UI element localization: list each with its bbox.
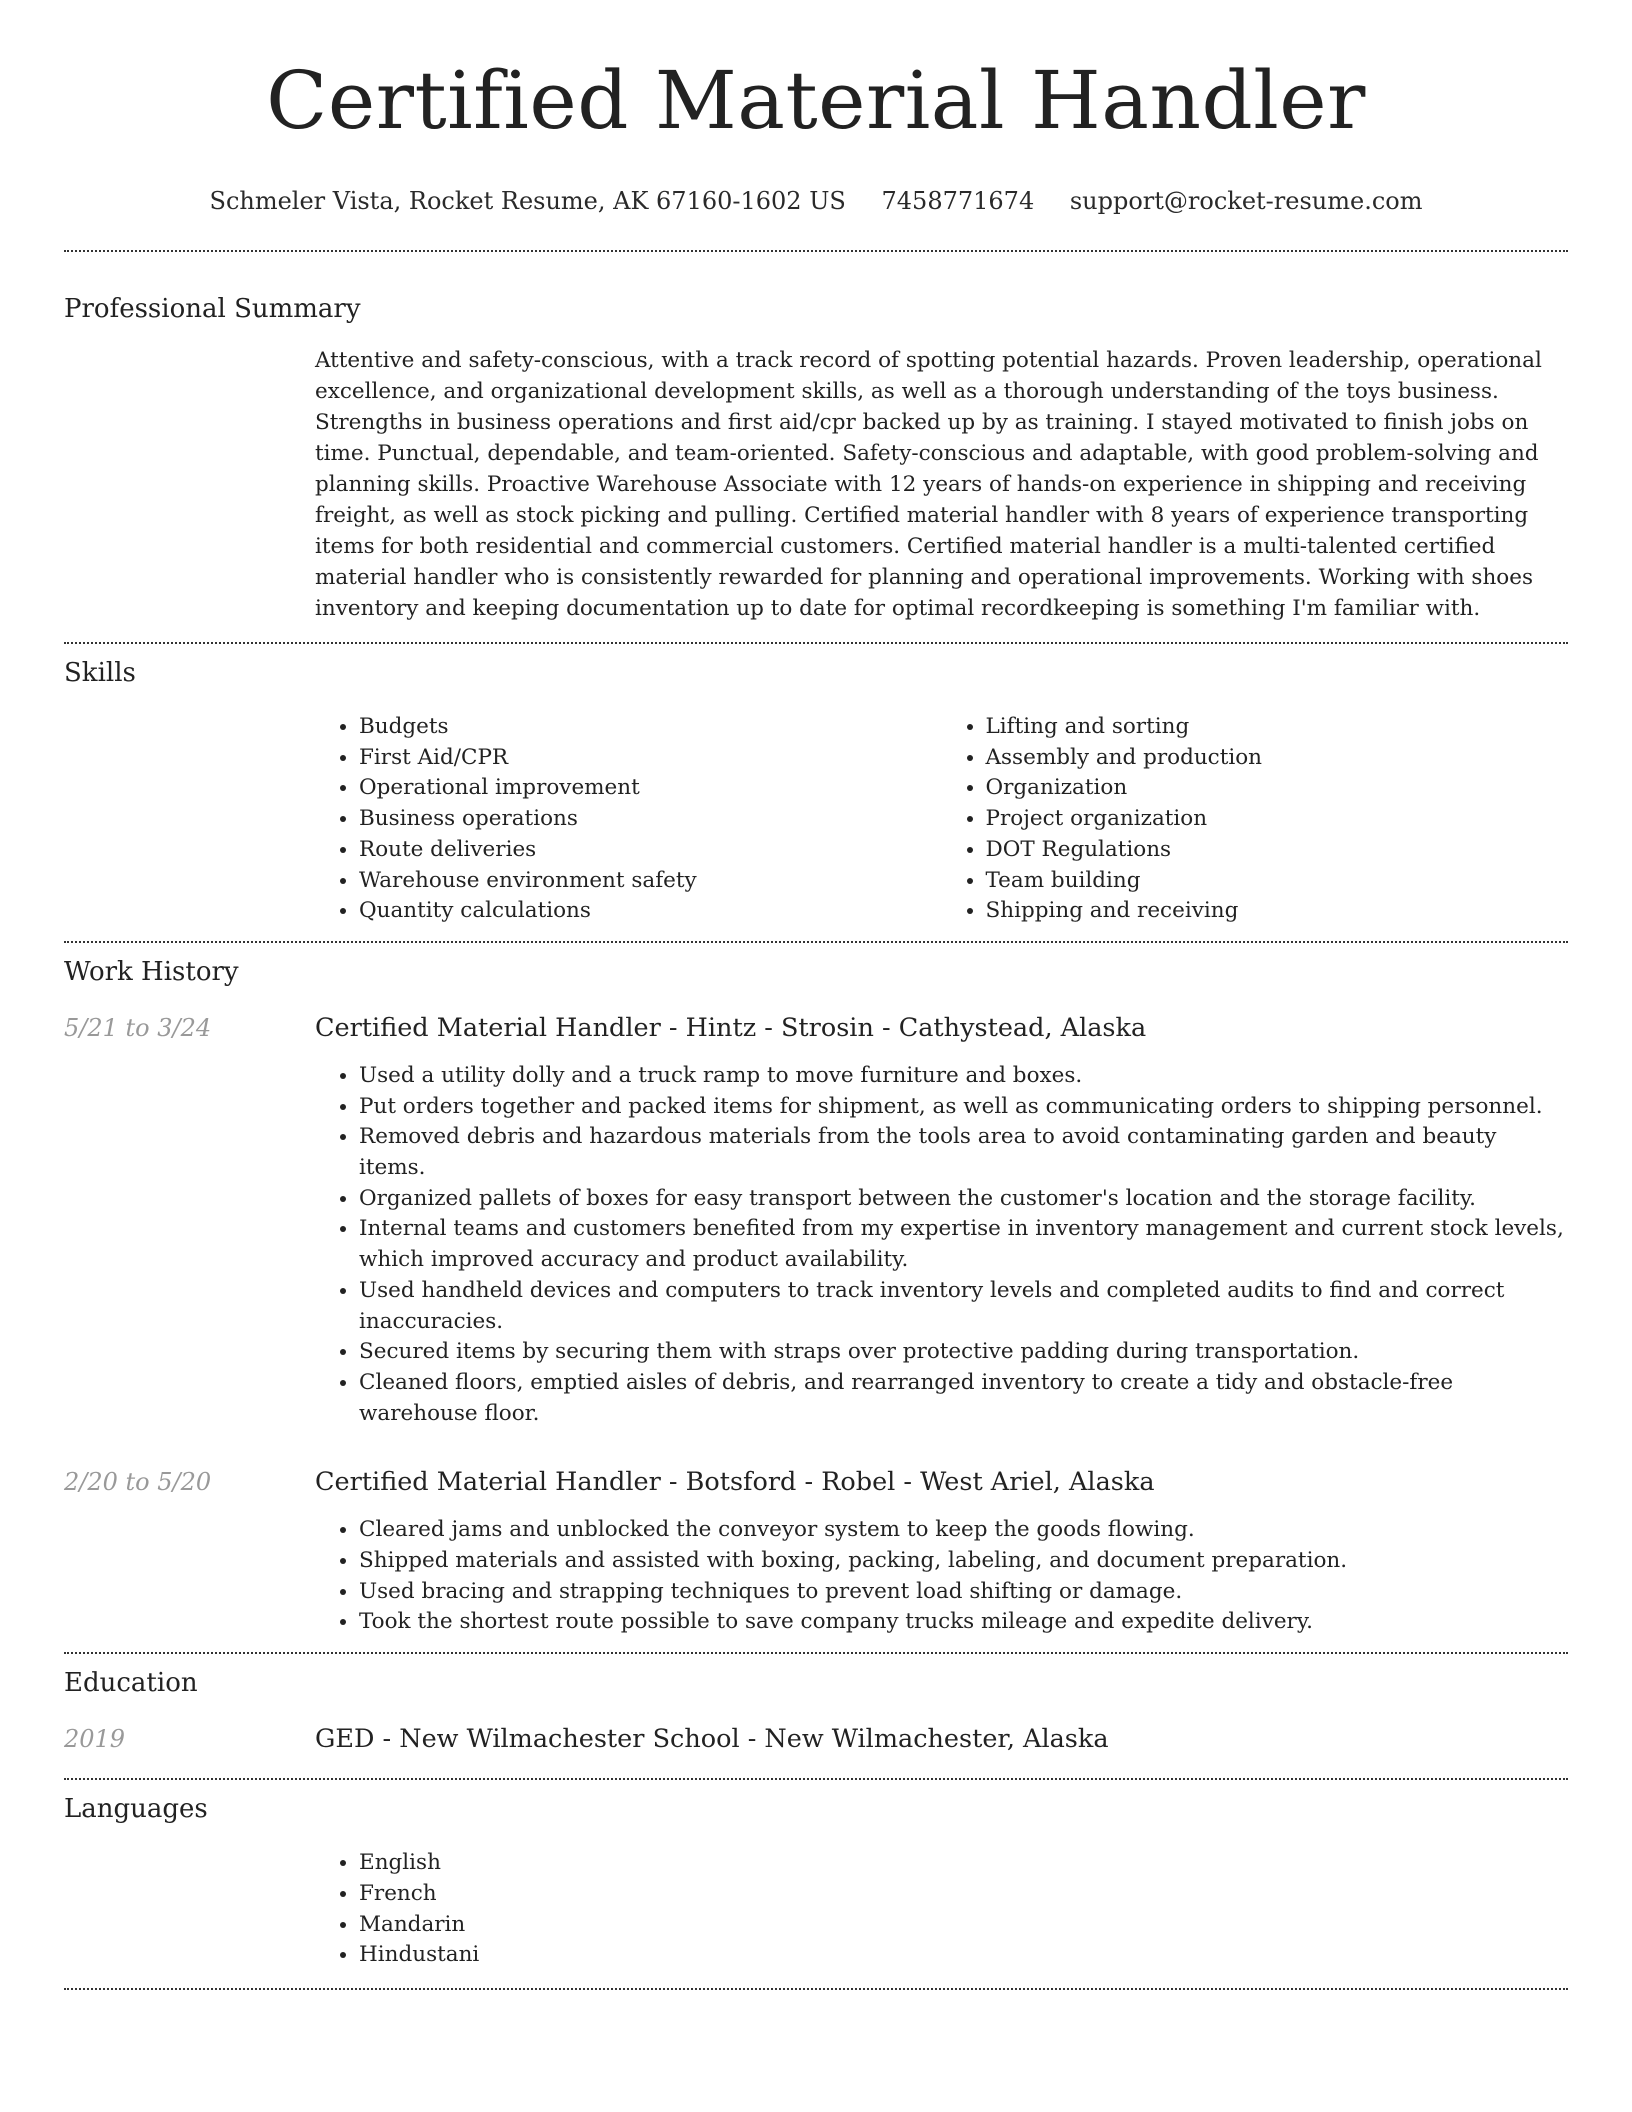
contact-line bbox=[64, 189, 1568, 213]
skill-item: • Lifting and sorting bbox=[986, 712, 1569, 743]
contact-email: support@rocket-resume.com bbox=[1069, 187, 1423, 215]
divider bbox=[64, 1988, 1568, 1990]
job-title: Certified Material Handler - Botsford - Robel - West Ariel, Alaska bbox=[315, 1467, 1155, 1498]
skill-item: • DOT Regulations bbox=[986, 835, 1569, 866]
skill-item: • Assembly and production bbox=[986, 743, 1569, 774]
job-bullet: • Internal teams and customers benefited from my expertise in inventory management and current stock levels, which improved accuracy and product availability. bbox=[359, 1214, 1568, 1275]
summary-text: Attentive and safety-conscious, with a track record of spotting potential hazards. Proven leadership, operational excellence, and organizational development skills, as well as a thorough understanding of the toys business. Strengths in business operations and first aid/cpr backed up by as training. I stayed motivated to finish jobs on time. Punctual, dependable, and team-oriented. Safety-conscious and adaptable, with good problem-solving and planning skills. Proactive Warehouse Associate with 12 years of hands-on experience in shipping and receiving freight, as well as stock picking and pulling. Certified material handler with 8 years of experience transporting items for both residential and commercial customers. Certified material handler is a multi-talented certified material handler who is consistently rewarded for planning and operational improvements. Working with shoes inventory and keeping documentation up to date for optimal recordkeeping is something I'm familiar with. bbox=[315, 348, 1542, 621]
skill-item: • Quantity calculations bbox=[359, 896, 942, 927]
job-dates: 5/21 to 3/24 bbox=[64, 1013, 212, 1042]
work-section bbox=[64, 956, 1568, 1638]
job-bullet: • Organized pallets of boxes for easy transport between the customer's location and the storage facility. bbox=[359, 1184, 1568, 1215]
divider bbox=[64, 642, 1568, 644]
resume-name: Certified Material Handler bbox=[266, 54, 1366, 147]
language-item: • Hindustani bbox=[359, 1940, 1568, 1971]
skill-item: • Project organization bbox=[986, 804, 1569, 835]
job-title: Certified Material Handler - Hintz - Strosin - Cathystead, Alaska bbox=[315, 1012, 1147, 1043]
divider bbox=[64, 250, 1568, 252]
skill-item: • Operational improvement bbox=[359, 773, 942, 804]
language-item: • English bbox=[359, 1848, 1568, 1879]
job-dates: 2/20 to 5/20 bbox=[64, 1468, 212, 1497]
skills-list-left bbox=[315, 712, 942, 927]
section-title-languages: Languages bbox=[64, 1794, 208, 1825]
job-bullet: • Used handheld devices and computers to track inventory levels and completed audits to find and correct inaccuracies. bbox=[359, 1276, 1568, 1337]
languages-section bbox=[64, 1796, 1568, 1971]
job-bullet: • Cleared jams and unblocked the conveyor system to keep the goods flowing. bbox=[359, 1515, 1568, 1546]
education-entry bbox=[64, 1724, 1568, 1754]
job-bullet: • Took the shortest route possible to save company trucks mileage and expedite delivery. bbox=[359, 1607, 1568, 1638]
skill-item: • Organization bbox=[986, 773, 1569, 804]
languages-list bbox=[315, 1848, 1568, 1971]
skill-item: • Business operations bbox=[359, 804, 942, 835]
job-bullet: • Used bracing and strapping techniques to prevent load shifting or damage. bbox=[359, 1577, 1568, 1608]
divider bbox=[64, 1778, 1568, 1780]
job-header bbox=[64, 1467, 1568, 1497]
job-bullet: • Put orders together and packed items for shipment, as well as communicating orders to shipping personnel. bbox=[359, 1092, 1568, 1123]
education-section bbox=[64, 1670, 1568, 1754]
job-bullets bbox=[315, 1515, 1568, 1638]
skill-item: • Shipping and receiving bbox=[986, 896, 1569, 927]
job-bullet: • Secured items by securing them with straps over protective padding during transportation. bbox=[359, 1337, 1568, 1368]
skills-list-right bbox=[942, 712, 1569, 927]
job-bullet: • Removed debris and hazardous materials from the tools area to avoid contaminating garden and beauty items. bbox=[359, 1122, 1568, 1183]
skill-item: • Team building bbox=[986, 866, 1569, 897]
job-header bbox=[64, 1013, 1568, 1043]
job-bullet: • Cleaned floors, emptied aisles of debris, and rearranged inventory to create a tidy and obstacle-free warehouse floor. bbox=[359, 1368, 1568, 1429]
job-bullets bbox=[315, 1061, 1568, 1429]
skills-section bbox=[64, 660, 1568, 927]
contact-phone: 7458771674 bbox=[881, 187, 1035, 215]
contact-address: Schmeler Vista, Rocket Resume, AK 67160-1602 US bbox=[209, 187, 846, 215]
skill-item: • Budgets bbox=[359, 712, 942, 743]
section-title-skills: Skills bbox=[64, 658, 136, 688]
education-year: 2019 bbox=[64, 1725, 126, 1754]
skill-item: • Route deliveries bbox=[359, 835, 942, 866]
section-title-summary: Professional Summary bbox=[64, 294, 361, 324]
section-title-education: Education bbox=[64, 1668, 198, 1699]
skill-item: • Warehouse environment safety bbox=[359, 866, 942, 897]
skill-item: • First Aid/CPR bbox=[359, 743, 942, 774]
education-title: GED - New Wilmachester School - New Wilmachester, Alaska bbox=[315, 1724, 1109, 1755]
job-bullet: • Used a utility dolly and a truck ramp to move furniture and boxes. bbox=[359, 1061, 1568, 1092]
section-title-work: Work History bbox=[64, 956, 239, 987]
summary-section bbox=[64, 296, 1568, 624]
divider bbox=[64, 1652, 1568, 1654]
divider bbox=[64, 941, 1568, 943]
language-item: • French bbox=[359, 1879, 1568, 1910]
job-bullet: • Shipped materials and assisted with boxing, packing, labeling, and document preparation. bbox=[359, 1546, 1568, 1577]
language-item: • Mandarin bbox=[359, 1910, 1568, 1941]
